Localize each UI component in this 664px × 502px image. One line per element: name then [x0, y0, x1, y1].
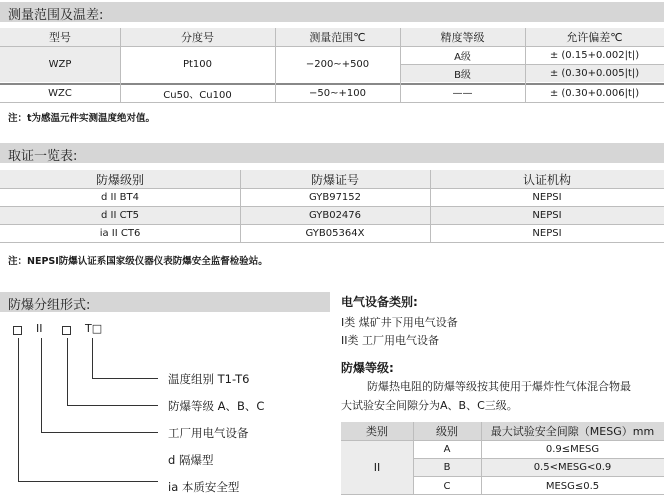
code-box-type: [13, 326, 22, 335]
category-title: 电气设备类别:: [341, 295, 418, 309]
cell-ex-level-1: d II BT4: [101, 191, 139, 203]
cell-mesg-b: 0.5<MESG<0.9: [533, 461, 612, 473]
col-header-ex-level: 防爆级别: [95, 172, 144, 187]
certificate-table: [0, 170, 664, 242]
cell-ex-cert-2: GYB02476: [308, 209, 362, 221]
cell-grade-none: ——: [452, 87, 473, 99]
section-header-ex-grouping: [0, 292, 330, 312]
label-ex-grade: 防爆等级 A、B、C: [168, 399, 265, 413]
cell-grade-a: A级: [454, 51, 471, 63]
cell-range-wzc: −50~+100: [309, 87, 366, 99]
col-header-grade: 精度等级: [440, 31, 485, 44]
category-item-1: I类 煤矿井下用电气设备: [341, 316, 458, 329]
col-header-category: 类别: [366, 425, 388, 438]
cell-grade-b: B级: [454, 69, 471, 81]
grade-paragraph-line2: 大试验安全间隙分为A、B、C三级。: [341, 399, 518, 412]
label-flameproof: d 隔爆型: [168, 453, 214, 467]
cell-ex-level-2: d II CT5: [100, 209, 140, 221]
cell-category-ii: II: [373, 461, 381, 474]
grade-paragraph-line1: 防爆热电阻的防爆等级按其使用于爆炸性气体混合物最: [367, 380, 631, 393]
section-title: 取证一览表:: [8, 149, 78, 164]
cell-mesg-a: 0.9≤MESG: [545, 443, 600, 455]
section-header-certificates: [0, 143, 664, 163]
cell-ex-cert-3: GYB05364X: [305, 227, 365, 239]
col-header-mesg: 最大试验安全间隙（MESG）mm: [490, 425, 655, 438]
col-header-model: 型号: [49, 31, 71, 44]
code-temp: T□: [85, 322, 103, 335]
label-intrinsic-safety: ia 本质安全型: [168, 480, 240, 494]
category-item-2: II类 工厂用电气设备: [341, 334, 439, 347]
cell-tolerance-a: ± (0.15+0.002|t|): [549, 49, 640, 61]
cell-model-wzc: WZC: [48, 87, 72, 99]
section-header-measurement: [0, 2, 664, 22]
code-box-grade: [62, 326, 71, 335]
col-header-cert-body: 认证机构: [522, 172, 571, 187]
section-title: 防爆分组形式:: [8, 298, 91, 313]
cell-index-cu: Cu50、Cu100: [163, 89, 232, 101]
col-header-ex-cert: 防爆证号: [310, 172, 359, 187]
code-mid: II: [36, 322, 43, 335]
section-title: 测量范围及温差:: [8, 8, 104, 23]
cell-cert-body-2: NEPSI: [532, 209, 562, 221]
cell-index-pt100: Pt100: [182, 58, 213, 70]
col-header-range: 测量范围℃: [309, 31, 366, 44]
cell-level-c: C: [443, 480, 451, 492]
col-header-level: 级别: [436, 425, 458, 438]
label-temp-group: 温度组别 T1-T6: [168, 372, 250, 386]
ex-code-diagram: [0, 318, 330, 502]
cell-mesg-c: MESG≤0.5: [545, 480, 600, 492]
cell-ex-cert-1: GYB97152: [308, 191, 362, 203]
cell-tolerance-wzc: ± (0.30+0.006|t|): [549, 87, 640, 99]
col-header-index: 分度号: [181, 31, 214, 44]
grade-title: 防爆等级:: [341, 361, 394, 375]
mesg-table: [341, 422, 664, 495]
cell-model-wzp: WZP: [48, 58, 72, 70]
measurement-table: [0, 28, 664, 102]
cell-level-a: A: [443, 443, 451, 455]
cell-tolerance-b: ± (0.30+0.005|t|): [549, 67, 640, 79]
cell-range-wzp: −200~+500: [305, 58, 370, 70]
cell-cert-body-1: NEPSI: [532, 191, 562, 203]
note-nepsi: 注：NEPSI防爆认证系国家级仪器仪表防爆安全监督检验站。: [8, 256, 268, 267]
label-factory-equipment: 工厂用电气设备: [168, 426, 249, 440]
note-t-value: 注：t为感温元件实测温度绝对值。: [8, 113, 156, 124]
cell-ex-level-3: ia II CT6: [99, 227, 141, 239]
col-header-tolerance: 允许偏差℃: [566, 31, 623, 44]
cell-cert-body-3: NEPSI: [532, 227, 562, 239]
cell-level-b: B: [443, 461, 451, 473]
